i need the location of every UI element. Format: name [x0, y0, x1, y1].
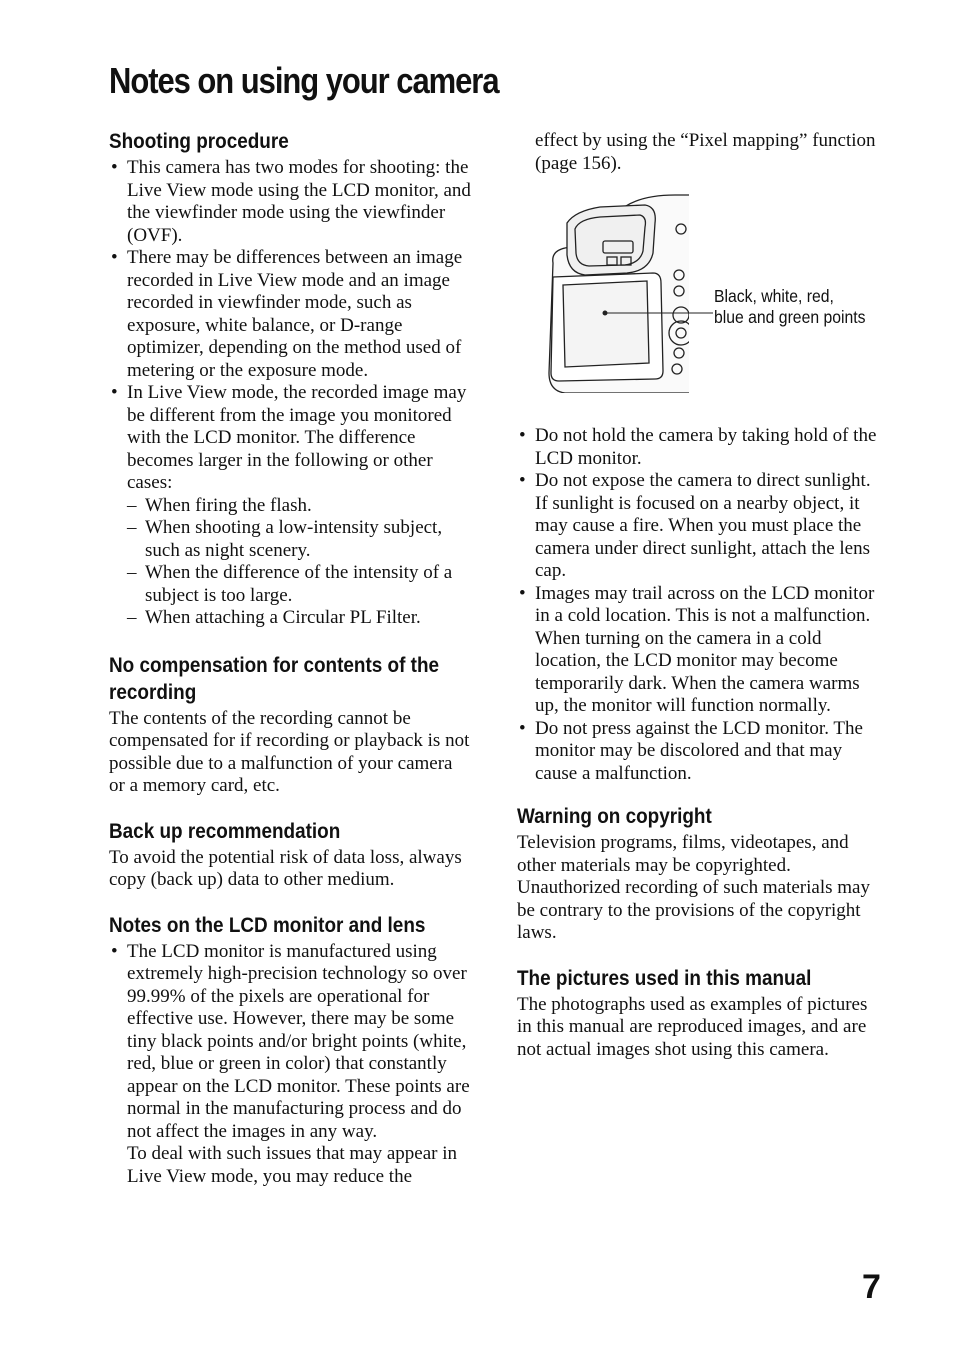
bullet-item: • Do not hold the camera by taking hold of the LCD monitor.	[517, 425, 883, 470]
section-no-compensation	[109, 652, 471, 798]
section-text: To avoid the potential risk of data loss, always copy (back up) data to other medium.	[109, 846, 462, 890]
camera-lcd-figure	[517, 193, 883, 411]
section-shooting-procedure	[109, 128, 471, 630]
bullet-continuation: To deal with such issues that may appear in Live View mode, you may reduce the	[127, 1143, 458, 1187]
section-backup	[109, 818, 471, 892]
bullet-text: In Live View mode, the recorded image may be different from the image you monitored with the LCD monitor. The difference becomes larger in the following or other cases:	[127, 382, 467, 493]
dash-item: – When firing the flash.	[127, 495, 471, 518]
dash-item: – When attaching a Circular PL Filter.	[127, 607, 471, 630]
section-copyright	[517, 803, 883, 945]
right-column	[517, 130, 883, 1077]
section-text: Television programs, films, videotapes, and other materials may be copyrighted. Unauthorized recording of such materials may be contrary to the provisions of the copyright laws.	[517, 832, 870, 943]
page-number: 7	[862, 1268, 881, 1306]
bullet-item: • This camera has two modes for shooting: the Live View mode using the LCD monitor, and the viewfinder mode using the viewfinder (OVF).	[109, 157, 471, 247]
section-text: The photographs used as examples of pictures in this manual are reproduced images, and are not actual images shot using this camera.	[517, 993, 868, 1060]
section-heading: Shooting procedure	[109, 129, 289, 153]
section-text: The contents of the recording cannot be compensated for if recording or playback is not possible due to a malfunction of your camera or a memory card, etc.	[109, 707, 470, 796]
bullet-item: • Do not expose the camera to direct sunlight. If sunlight is focused on a nearby object, it may cause a fire. When you must place the camera under direct sunlight, attach the lens cap.	[517, 470, 883, 583]
bullet-list	[109, 157, 471, 630]
dash-item: – When the difference of the intensity of a subject is too large.	[127, 562, 471, 607]
bullet-item: • Do not press against the LCD monitor. The monitor may be discolored and that may cause a malfunction.	[517, 718, 883, 786]
section-pictures	[517, 965, 883, 1062]
section-heading: Notes on the LCD monitor and lens	[109, 912, 426, 937]
page-title: Notes on using your camera	[109, 60, 499, 101]
section-heading: No compensation for contents of the recording	[109, 652, 440, 704]
figure-callout-label: Black, white, red, blue and green points	[714, 286, 866, 327]
camera-back-illustration	[545, 193, 725, 393]
bullet-continuation: effect by using the “Pixel mapping” function (page 156).	[535, 130, 876, 174]
bullet-item: • There may be differences between an image recorded in Live View mode and an image recorded in viewfinder mode, such as exposure, white balance, or D-range optimizer, depending on the method used of metering or the exposure mode.	[109, 247, 471, 382]
section-heading: Warning on copyright	[517, 804, 712, 828]
bullet-list	[109, 941, 471, 1144]
bullet-item	[109, 382, 471, 630]
left-column	[109, 128, 471, 1204]
section-heading: The pictures used in this manual	[517, 965, 812, 990]
bullet-item: • The LCD monitor is manufactured using extremely high-precision technology so over 99.99% of the pixels are operational for effective use. However, there may be some tiny black points and/or bright points (white, red, blue or green in color) that constantly appear on the LCD monitor. These points are normal in the manufacturing process and do not affect the images in any way.	[109, 941, 471, 1144]
section-heading: Back up recommendation	[109, 818, 341, 843]
bullet-list	[517, 425, 883, 785]
dash-item: – When shooting a low-intensity subject, such as night scenery.	[127, 517, 471, 562]
bullet-item: • Images may trail across on the LCD monitor in a cold location. This is not a malfunction. When turning on the camera in a cold location, the LCD monitor may become temporarily dark. When the camera warms up, the monitor will function normally.	[517, 583, 883, 718]
section-lcd-monitor	[109, 912, 471, 1189]
dash-list	[127, 495, 471, 630]
